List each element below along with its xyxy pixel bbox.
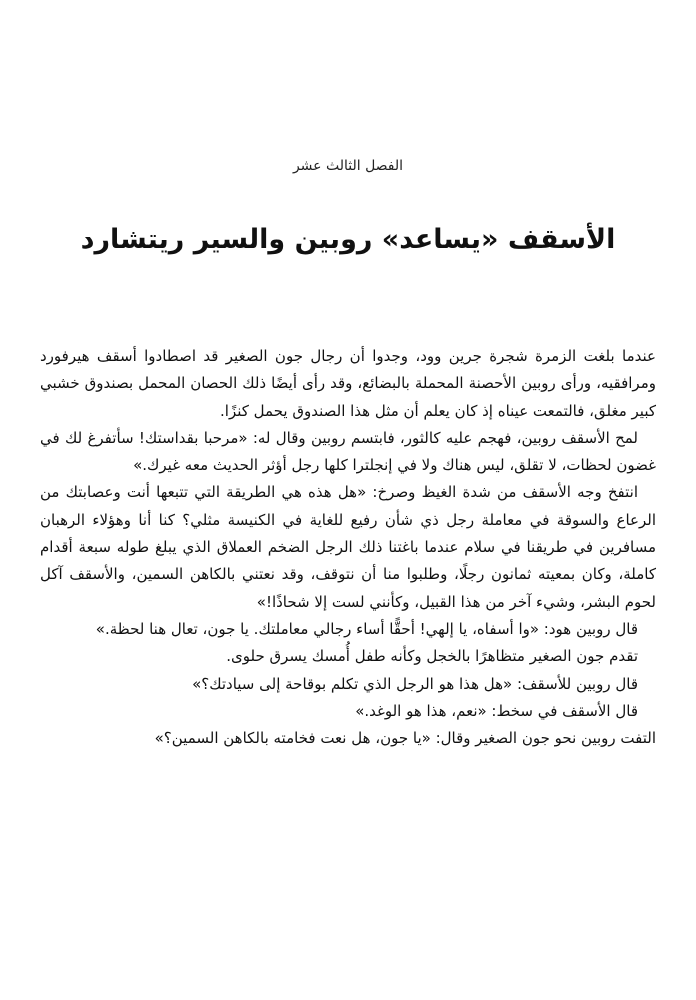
chapter-label: الفصل الثالث عشر [292, 158, 404, 174]
paragraph: عندما بلغت الزمرة شجرة جرين وود، وجدوا أن رجال جون الصغير قد اصطادوا أسقف هيرفورد ومرافقيه، ورأى روبين الأحصنة المحملة بالبضائع، وقد رأى أيضًا ذلك الحصان المحمل بصندوق خشبي كبير مغلق، فالتمعت عيناه إذ كان يعلم أن مثل هذا الصندوق يحمل كنزًا. [40, 347, 656, 420]
paragraph: التفت روبين نحو جون الصغير وقال: «يا جون، هل نعت فخامته بالكاهن السمين؟» [154, 729, 656, 748]
paragraph: انتفخ وجه الأسقف من شدة الغيظ وصرخ: «هل هذه هي الطريقة التي تتبعها أنت وعصابتك من الرعاع والسوقة في معاملة رجل ذي شأن رفيع للغاية في الكنيسة مثلي؟ كنا أنا وهؤلاء الرهبان مسافرين في طريقنا في سلام عندما باغتنا ذلك الرجل الضخم العملاق الذي يبلغ طوله سبعة أقدام كاملة، وكان بمعيته ثمانون رجلًا، وطلبوا منا أن نتوقف، وقد نعتني بالكاهن السمين، والأسقف آكل لحوم البشر، وشيء آخر من هذا القبيل، وكأنني لست إلا شحاذًا!» [40, 483, 656, 611]
paragraph: تقدم جون الصغير متظاهرًا بالخجل وكأنه طفل أُمسك يسرق حلوى. [226, 647, 638, 666]
paragraph: لمح الأسقف روبين، فهجم عليه كالثور، فابتسم روبين وقال له: «مرحبا بقداستك! سأتفرغ لك في غضون لحظات، لا تقلق، ليس هناك ولا في إنجلترا كلها رجل أؤثر الحديث معه غيرك.» [40, 428, 656, 475]
chapter-body [40, 343, 656, 752]
chapter-title: الأسقف «يساعد» روبين والسير ريتشارد [80, 224, 616, 255]
paragraph: قال روبين هود: «وا أسفاه، يا إلهي! أحقًّا أساء رجالي معاملتك. يا جون، تعال هنا لحظة.» [95, 619, 638, 638]
paragraph: قال الأسقف في سخط: «نعم، هذا هو الوغد.» [355, 701, 638, 720]
paragraph: قال روبين للأسقف: «هل هذا هو الرجل الذي تكلم بوقاحة إلى سيادتك؟» [192, 674, 638, 693]
